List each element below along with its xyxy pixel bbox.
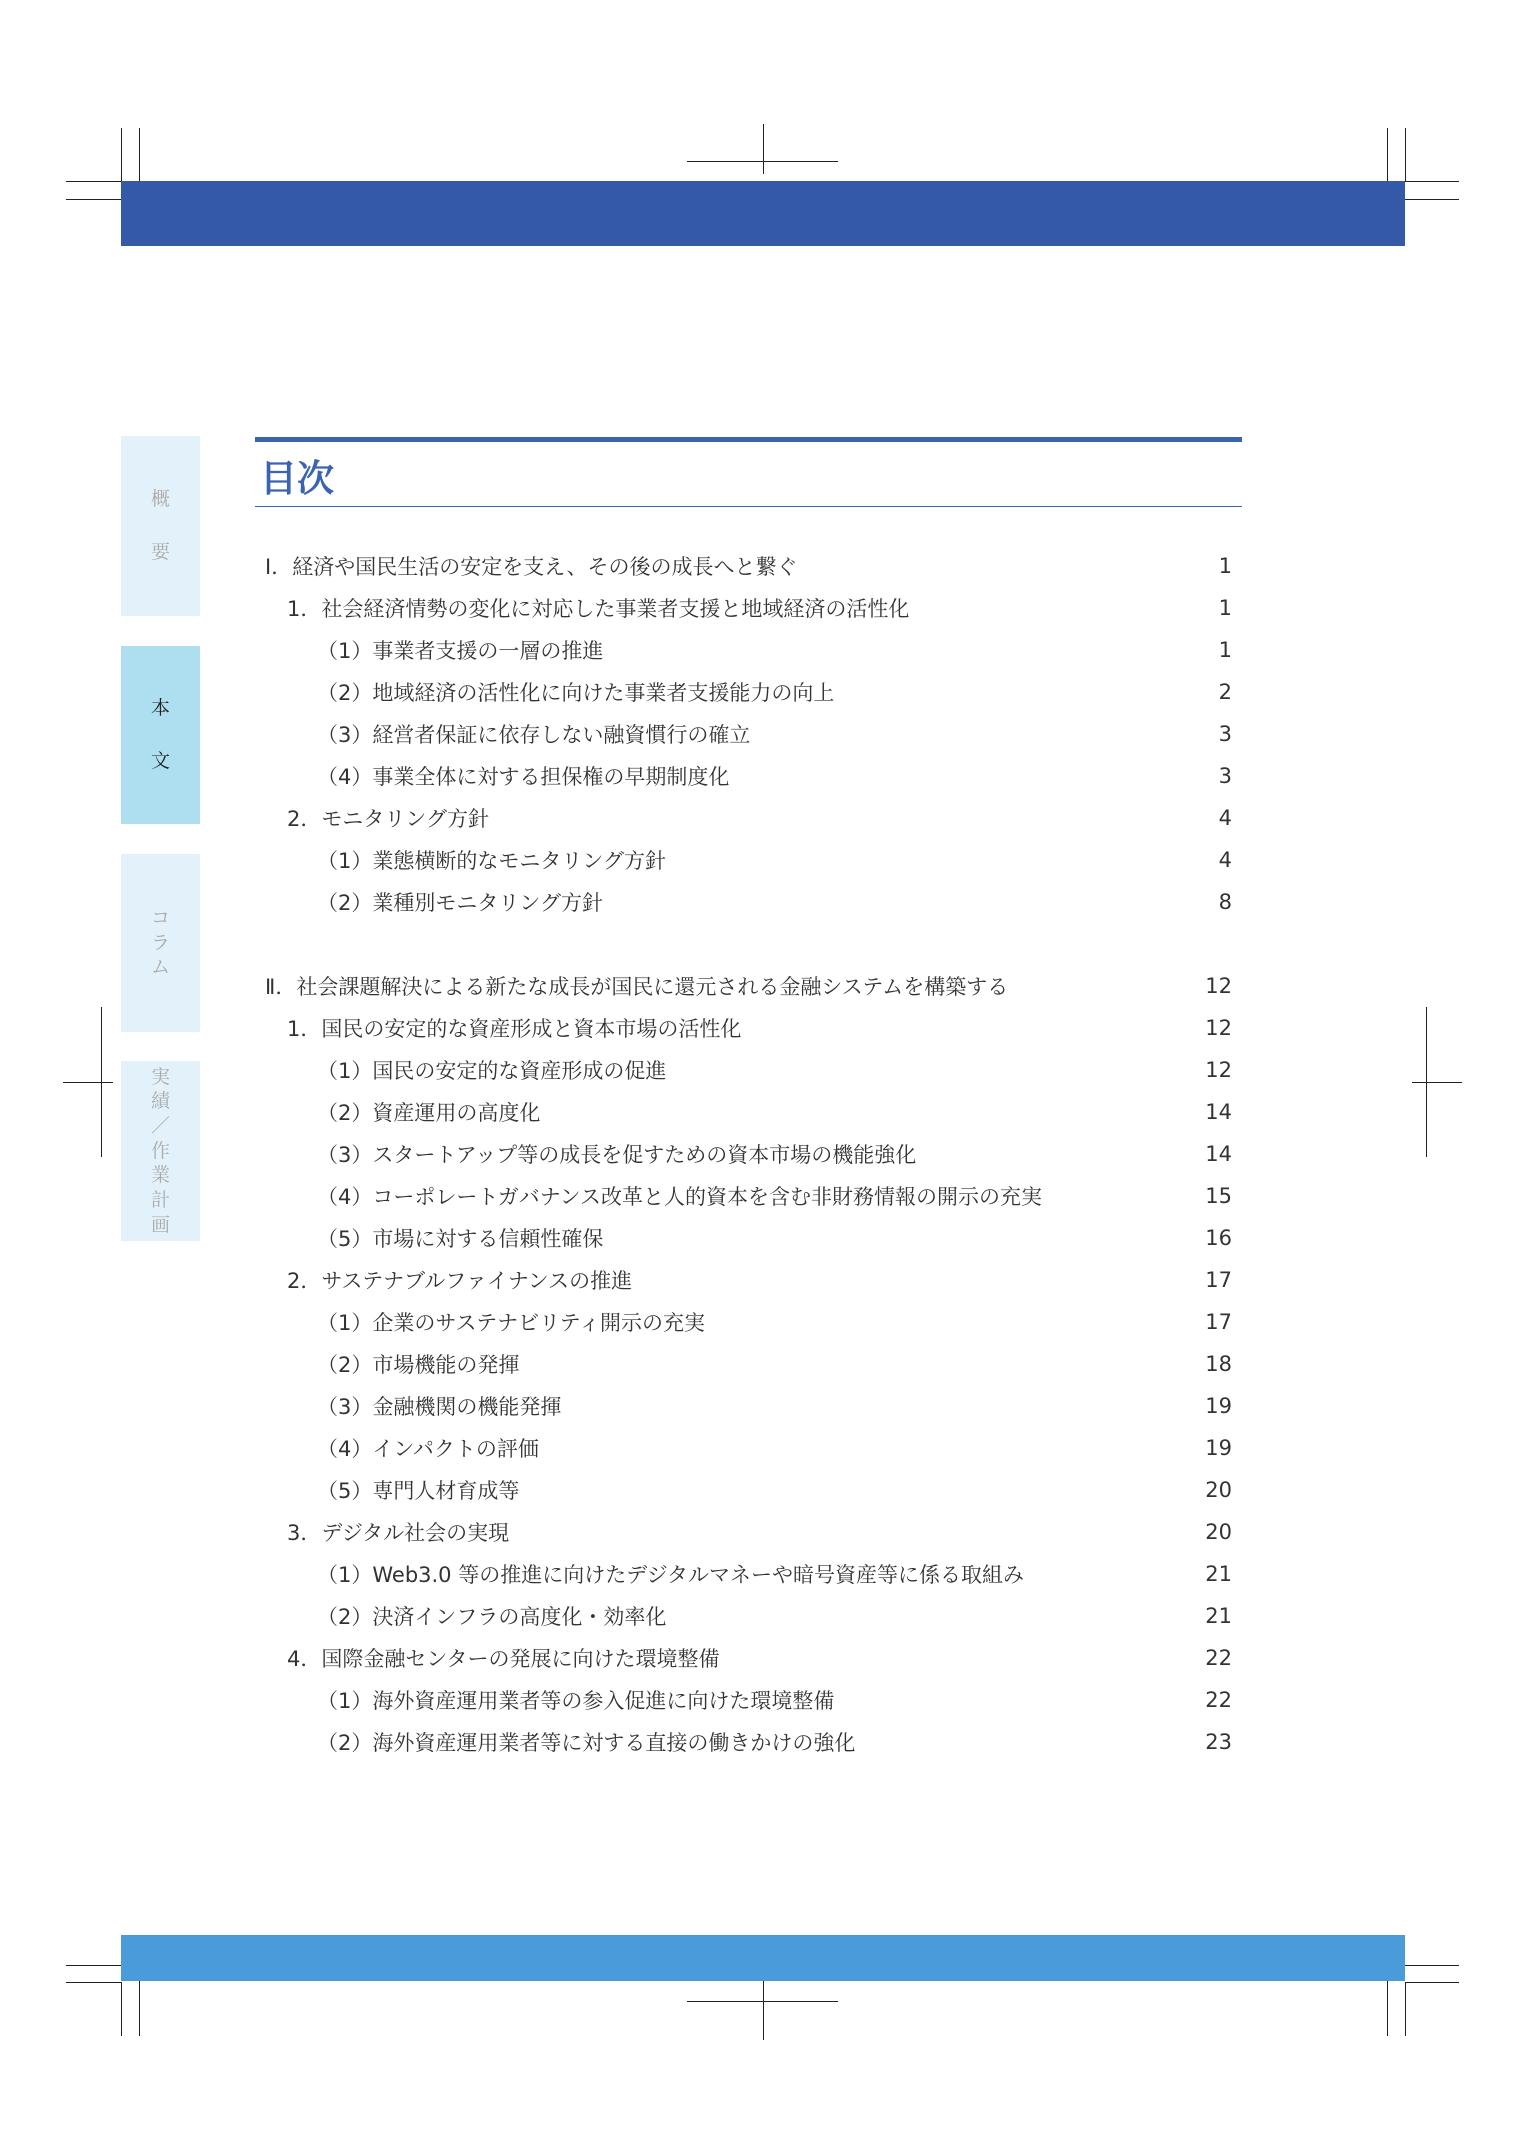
toc-entry-label: （1）Web3.0 等の推進に向けたデジタルマネーや暗号資産等に係る取組み xyxy=(317,1563,1024,1587)
toc-entry-page: 4 xyxy=(1218,806,1232,830)
toc-entry-label: （5）専門人材育成等 xyxy=(317,1479,520,1503)
toc-entry-label: （2）市場機能の発揮 xyxy=(317,1353,520,1377)
toc-entry-page: 22 xyxy=(1205,1688,1232,1712)
toc-entry-label: （2）業種別モニタリング方針 xyxy=(317,891,603,915)
toc-entry[interactable] xyxy=(260,1007,1232,1049)
toc-entry-label: （2）資産運用の高度化 xyxy=(317,1101,541,1125)
toc-entry[interactable] xyxy=(260,1427,1232,1469)
sidebar-tab-char: 概 xyxy=(150,488,170,511)
toc-entry-label: Ⅰ．経済や国民生活の安定を支え、その後の成長へと繋ぐ xyxy=(265,555,798,579)
toc-entry[interactable] xyxy=(260,881,1232,923)
toc-entry-page: 21 xyxy=(1205,1604,1232,1628)
toc-entry[interactable] xyxy=(260,1679,1232,1721)
toc-entry-page: 12 xyxy=(1205,1016,1232,1040)
toc-entry-page: 16 xyxy=(1205,1226,1232,1250)
toc-entry[interactable] xyxy=(260,1385,1232,1427)
toc-entry[interactable] xyxy=(260,1217,1232,1259)
toc-entry[interactable] xyxy=(260,1175,1232,1217)
toc-entry-page: 19 xyxy=(1205,1394,1232,1418)
sidebar-tab-results-plan[interactable] xyxy=(121,1061,200,1241)
toc-entry[interactable] xyxy=(260,965,1232,1007)
sidebar-tab-char: 績 xyxy=(150,1090,170,1113)
toc-entry[interactable] xyxy=(260,755,1232,797)
sidebar-tab-char: 実 xyxy=(150,1065,170,1088)
toc-entry[interactable] xyxy=(260,1553,1232,1595)
toc-entry[interactable] xyxy=(260,1595,1232,1637)
toc-entry-label: 1．社会経済情勢の変化に対応した事業者支援と地域経済の活性化 xyxy=(287,597,910,621)
toc-entry-label: 2．モニタリング方針 xyxy=(287,807,489,831)
toc-entry-label: 4．国際金融センターの発展に向けた環境整備 xyxy=(287,1647,720,1671)
toc-entry-label: （2）海外資産運用業者等に対する直接の働きかけの強化 xyxy=(317,1731,856,1755)
toc-entry-label: （5）市場に対する信頼性確保 xyxy=(317,1227,604,1251)
sidebar-tab-char: ラ xyxy=(150,931,170,954)
toc-entry-page: 18 xyxy=(1205,1352,1232,1376)
toc-entry[interactable] xyxy=(260,1091,1232,1133)
toc-entry-page: 1 xyxy=(1218,554,1232,578)
toc-entry-page: 1 xyxy=(1218,596,1232,620)
toc-entry-page: 17 xyxy=(1205,1310,1232,1334)
toc-entry[interactable] xyxy=(260,1259,1232,1301)
sidebar-tab-main-text[interactable] xyxy=(121,646,200,824)
toc-entry-page: 8 xyxy=(1218,890,1232,914)
toc-entry-page: 17 xyxy=(1205,1268,1232,1292)
toc-entry-label: （4）事業全体に対する担保権の早期制度化 xyxy=(317,765,730,789)
sidebar-tab-char: コ xyxy=(150,906,170,929)
toc-entry-page: 23 xyxy=(1205,1730,1232,1754)
header-band xyxy=(121,181,1405,246)
toc-entry-page: 3 xyxy=(1218,722,1232,746)
toc-entry-label: （4）インパクトの評価 xyxy=(317,1437,539,1461)
toc-entry-page: 3 xyxy=(1218,764,1232,788)
sidebar-tab-char: 文 xyxy=(150,750,170,772)
sidebar-tab-column[interactable] xyxy=(121,854,200,1032)
toc-entry-label: （2）地域経済の活性化に向けた事業者支援能力の向上 xyxy=(317,681,835,705)
toc-entry-page: 4 xyxy=(1218,848,1232,872)
toc-entry-page: 19 xyxy=(1205,1436,1232,1460)
title-rule xyxy=(255,437,1242,442)
toc-entry-page: 20 xyxy=(1205,1478,1232,1502)
toc-entry-label: （1）企業のサステナビリティ開示の充実 xyxy=(317,1311,705,1335)
toc-entry-label: （2）決済インフラの高度化・効率化 xyxy=(317,1605,667,1629)
title-underline xyxy=(255,506,1242,507)
toc-entry[interactable] xyxy=(260,545,1232,587)
toc-entry-page: 20 xyxy=(1205,1520,1232,1544)
toc-entry-label: （1）業態横断的なモニタリング方針 xyxy=(317,849,666,873)
toc-entry-page: 14 xyxy=(1205,1100,1232,1124)
sidebar-tab-char: ム xyxy=(150,956,170,979)
toc-entry-label: （1）事業者支援の一層の推進 xyxy=(317,639,604,663)
toc-entry[interactable] xyxy=(260,1301,1232,1343)
toc-entry-label: （3）経営者保証に依存しない融資慣行の確立 xyxy=(317,723,751,747)
toc-entry-page: 12 xyxy=(1205,1058,1232,1082)
toc-entry-label: 1．国民の安定的な資産形成と資本市場の活性化 xyxy=(287,1017,742,1041)
sidebar-tab-overview[interactable] xyxy=(121,436,200,616)
sidebar-tab-char: 作 xyxy=(150,1139,170,1162)
toc-entry-label: （3）金融機関の機能発揮 xyxy=(317,1395,562,1419)
toc-entry-label: （1）国民の安定的な資産形成の促進 xyxy=(317,1059,667,1083)
toc-entry[interactable] xyxy=(260,797,1232,839)
sidebar-tab-char: 業 xyxy=(150,1164,170,1187)
toc-entry-page: 22 xyxy=(1205,1646,1232,1670)
sidebar-tab-char: 本 xyxy=(150,697,170,720)
toc-entry[interactable] xyxy=(260,1637,1232,1679)
toc-entry[interactable] xyxy=(260,671,1232,713)
toc-entry[interactable] xyxy=(260,1469,1232,1511)
toc-entry[interactable] xyxy=(260,1721,1232,1763)
toc-entry[interactable] xyxy=(260,629,1232,671)
toc-entry[interactable] xyxy=(260,1133,1232,1175)
toc-entry[interactable] xyxy=(260,1049,1232,1091)
toc-entry[interactable] xyxy=(260,1511,1232,1553)
toc-entry[interactable] xyxy=(260,713,1232,755)
toc-entry-label: 2．サステナブルファイナンスの推進 xyxy=(287,1269,633,1293)
toc-entry-label: （3）スタートアップ等の成長を促すための資本市場の機能強化 xyxy=(317,1143,917,1167)
footer-band xyxy=(121,1935,1405,1981)
sidebar-tab-char: 計 xyxy=(150,1189,170,1212)
page-title: 目次 xyxy=(260,457,334,500)
toc-entry[interactable] xyxy=(260,587,1232,629)
toc-entry-page: 14 xyxy=(1205,1142,1232,1166)
sidebar-tab-char: ／ xyxy=(150,1114,170,1137)
toc-entry[interactable] xyxy=(260,839,1232,881)
table-of-contents xyxy=(260,545,1232,1763)
toc-entry-label: 3．デジタル社会の実現 xyxy=(287,1521,510,1545)
toc-entry-label: （1）海外資産運用業者等の参入促進に向けた環境整備 xyxy=(317,1689,835,1713)
toc-entry-page: 21 xyxy=(1205,1562,1232,1586)
sidebar-tab-char: 画 xyxy=(150,1213,170,1236)
toc-entry-page: 12 xyxy=(1205,974,1232,998)
toc-entry[interactable] xyxy=(260,1343,1232,1385)
toc-entry-label: Ⅱ．社会課題解決による新たな成長が国民に還元される金融システムを構築する xyxy=(265,975,1009,999)
toc-entry-page: 15 xyxy=(1205,1184,1232,1208)
toc-entry-label: （4）コーポレートガバナンス改革と人的資本を含む非財務情報の開示の充実 xyxy=(317,1185,1043,1209)
sidebar-tab-char: 要 xyxy=(150,541,170,563)
toc-entry-page: 1 xyxy=(1218,638,1232,662)
toc-entry-page: 2 xyxy=(1218,680,1232,704)
